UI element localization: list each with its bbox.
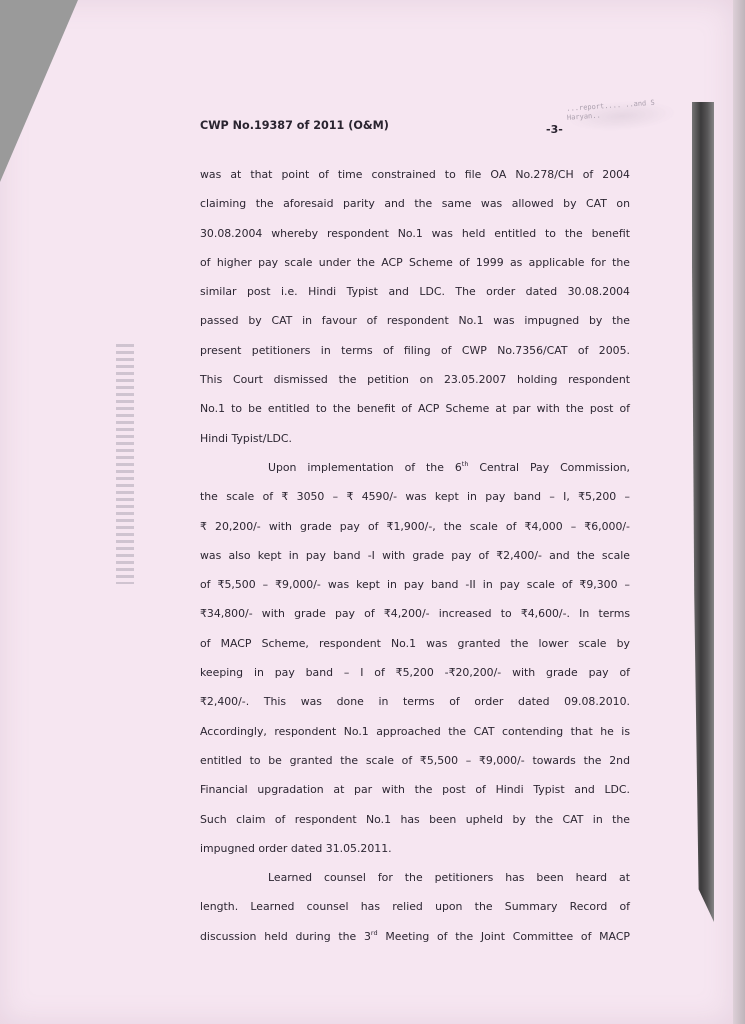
text-line: similar post i.e. Hindi Typist and LDC. The order dated 30.08.2004: [200, 285, 630, 299]
text-line: was at that point of time constrained to file OA No.278/CH of 2004: [200, 168, 630, 181]
paper-edge: [733, 0, 745, 1024]
document-body: [200, 160, 630, 951]
text-line: Learned counsel for the petitioners has been heard at: [268, 871, 630, 885]
text-line: present petitioners in terms of filing of CWP No.7356/CAT of 2005.: [200, 343, 630, 357]
text-line: 30.08.2004 whereby respondent No.1 was held entitled to the benefit: [200, 226, 630, 240]
text-line: Accordingly, respondent No.1 approached the CAT contending that he is: [200, 724, 630, 738]
text-line: length. Learned counsel has relied upon the Summary Record of: [200, 900, 630, 914]
case-number-heading: CWP No.19387 of 2011 (O&M): [200, 119, 389, 132]
text-line: of ₹5,500 – ₹9,000/- was kept in pay band -II in pay scale of ₹9,300 –: [200, 578, 630, 592]
text-line: of higher pay scale under the ACP Scheme of 1999 as applicable for the: [200, 255, 630, 269]
text-line: ₹ 20,200/- with grade pay of ₹1,900/-, the scale of ₹4,000 – ₹6,000/-: [200, 519, 630, 533]
text-line: keeping in pay band – I of ₹5,200 -₹20,200/- with grade pay of: [200, 666, 630, 680]
faded-stamp: ...report.... ..and S Haryan..: [566, 97, 678, 135]
page-number: -3-: [546, 123, 563, 136]
text-line: Such claim of respondent No.1 has been upheld by the CAT in the: [200, 812, 630, 826]
text-line: No.1 to be entitled to the benefit of ACP Scheme at par with the post of: [200, 402, 630, 416]
text-line: of MACP Scheme, respondent No.1 was granted the lower scale by: [200, 636, 630, 650]
text-line: claiming the aforesaid parity and the same was allowed by CAT on: [200, 197, 630, 211]
text-line: This Court dismissed the petition on 23.05.2007 holding respondent: [200, 373, 630, 387]
text-line: was also kept in pay band -I with grade pay of ₹2,400/- and the scale: [200, 548, 630, 562]
text-line: impugned order dated 31.05.2011.: [200, 841, 392, 855]
margin-smudge: [116, 344, 134, 584]
text-line: Upon implementation of the 6th Central Pay Commission,: [268, 459, 630, 474]
text-line: the scale of ₹ 3050 – ₹ 4590/- was kept in pay band – I, ₹5,200 –: [200, 490, 630, 504]
text-line: ₹34,800/- with grade pay of ₹4,200/- increased to ₹4,600/-. In terms: [200, 607, 630, 621]
text-line: passed by CAT in favour of respondent No.1 was impugned by the: [200, 314, 630, 328]
text-line: discussion held during the 3rd Meeting of the Joint Committee of MACP: [200, 928, 630, 943]
text-line: ₹2,400/-. This was done in terms of order dated 09.08.2010.: [200, 695, 630, 709]
text-line: Financial upgradation at par with the post of Hindi Typist and LDC.: [200, 783, 630, 797]
text-line: Hindi Typist/LDC.: [200, 431, 292, 445]
text-line: entitled to be granted the scale of ₹5,500 – ₹9,000/- towards the 2nd: [200, 753, 630, 767]
